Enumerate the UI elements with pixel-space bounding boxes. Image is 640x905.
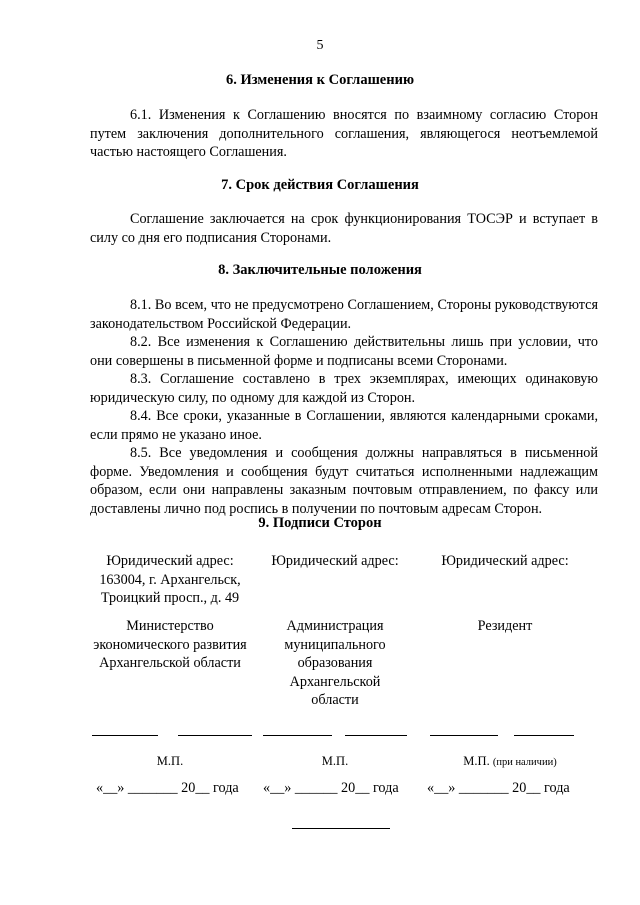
party-1-address bbox=[80, 552, 260, 608]
section-7-paragraph-1: Соглашение заключается на срок функционирования ТОСЭР и вступает в силу со дня его подписания Сторонами. bbox=[90, 211, 598, 246]
party-1-address-line-2: Троицкий просп., д. 49 bbox=[100, 590, 240, 607]
party-3-stamp bbox=[440, 754, 580, 769]
footer-line bbox=[292, 828, 390, 829]
party-2-address-label: Юридический адрес: bbox=[271, 553, 399, 569]
party-3-stamp-note: (при наличии) bbox=[492, 757, 557, 768]
party-3-name-line-1: Резидент bbox=[477, 618, 533, 634]
party-1-name-line-2: экономического развития bbox=[93, 636, 247, 653]
party-3-name bbox=[420, 617, 590, 636]
party-1-signature-line bbox=[92, 735, 158, 736]
party-2-name-line-2: муниципального bbox=[284, 636, 386, 653]
party-2-name-line-5: области bbox=[311, 692, 359, 709]
section-8-paragraph-3: 8.3. Соглашение составлено в трех экземплярах, имеющих одинаковую юридическую силу, по одному для каждой из Сторон. bbox=[90, 371, 598, 406]
section-9-title: 9. Подписи Сторон bbox=[258, 515, 382, 531]
party-2-name-line bbox=[345, 735, 407, 736]
party-2-name bbox=[260, 617, 410, 710]
party-1-date: «__» _______ 20__ года bbox=[96, 780, 239, 796]
page-number: 5 bbox=[316, 38, 324, 53]
party-1-stamp: М.П. bbox=[156, 754, 184, 768]
party-3-name-line bbox=[514, 735, 574, 736]
party-2-date: «__» ______ 20__ года bbox=[263, 780, 399, 796]
party-2-name-line-4: Архангельской bbox=[289, 673, 381, 690]
party-1-name bbox=[80, 617, 260, 673]
party-3-stamp-label: М.П. bbox=[463, 754, 490, 768]
party-3-address-label: Юридический адрес: bbox=[441, 553, 569, 569]
section-7-title: 7. Срок действия Соглашения bbox=[221, 177, 419, 193]
party-3-date: «__» _______ 20__ года bbox=[427, 780, 570, 796]
section-6-paragraph-1: 6.1. Изменения к Соглашению вносятся по взаимному согласию Сторон путем заключения дополнительного соглашения, являющегося неотъемлемой частью настоящего Соглашения. bbox=[90, 107, 598, 161]
section-8-paragraph-5: 8.5. Все уведомления и сообщения должны направляться в письменной форме. Уведомления и сообщения будут считаться исполненными надлежащим образом, если они направлены заказным почтовым отправлением, по факсу или доставлены лично под роспись в получении по почтовым адресам Сторон. bbox=[90, 445, 598, 517]
party-1-address-label: Юридический адрес: bbox=[106, 553, 234, 569]
party-3-address bbox=[420, 552, 590, 571]
section-8-title: 8. Заключительные положения bbox=[218, 262, 422, 278]
party-1-name-line-1: Министерство bbox=[126, 618, 214, 634]
party-1-name-line-3: Архангельской области bbox=[99, 655, 241, 672]
section-8-paragraph-2: 8.2. Все изменения к Соглашению действительны лишь при условии, что они совершены в письменной форме и подписаны всеми Сторонами. bbox=[90, 334, 598, 369]
party-3-signature-line bbox=[430, 735, 498, 736]
section-8-paragraph-4: 8.4. Все сроки, указанные в Соглашении, являются календарными сроками, если прямо не указано иное. bbox=[90, 408, 598, 443]
party-1-address-line-1: 163004, г. Архангельск, bbox=[99, 571, 241, 588]
section-6-title: 6. Изменения к Соглашению bbox=[225, 72, 415, 88]
party-2-name-line-1: Администрация bbox=[286, 618, 384, 634]
party-2-address bbox=[260, 552, 410, 571]
party-2-name-line-3: образования bbox=[297, 655, 373, 672]
party-2-signature-line bbox=[263, 735, 332, 736]
section-8-paragraph-1: 8.1. Во всем, что не предусмотрено Соглашением, Стороны руководствуются законодательством Российской Федерации. bbox=[90, 297, 598, 332]
party-1-name-line bbox=[178, 735, 252, 736]
party-2-stamp: М.П. bbox=[321, 754, 349, 768]
